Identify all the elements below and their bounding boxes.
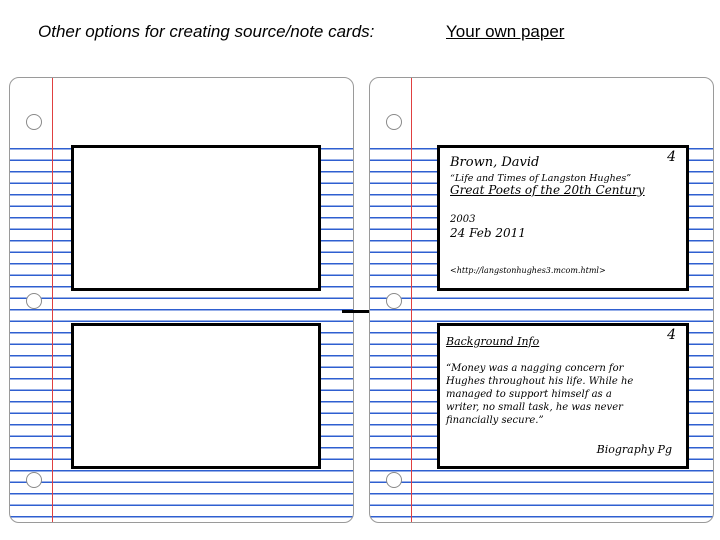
note-card — [437, 323, 689, 469]
note-citation: Biography Pg — [596, 443, 672, 456]
slide-title: Other options for creating source/note cards: — [38, 22, 375, 41]
arrow-shaft — [342, 310, 372, 313]
notebook-paper-filled — [369, 77, 714, 523]
note-quote-line: Hughes throughout his life. While he — [446, 376, 634, 387]
source-card-number: 4 — [667, 149, 676, 165]
source-article-title: “Life and Times of Langston Hughes” — [450, 173, 632, 184]
red-margin-line — [411, 78, 412, 522]
subtitle-your-own-paper: Your own paper — [446, 22, 565, 41]
binder-hole — [26, 114, 42, 130]
notebook-paper-blank — [9, 77, 354, 523]
binder-hole — [386, 293, 402, 309]
note-card-number: 4 — [667, 327, 676, 343]
note-quote-line: financially secure.” — [446, 415, 544, 426]
source-book-title: Great Poets of the 20th Century — [450, 183, 645, 197]
binder-hole — [386, 472, 402, 488]
binder-hole — [386, 114, 402, 130]
red-margin-line — [52, 78, 53, 522]
source-author: Brown, David — [450, 155, 540, 170]
source-access-date: 24 Feb 2011 — [450, 226, 526, 240]
note-card-heading: Background Info — [446, 335, 540, 348]
note-quote-line: “Money was a nagging concern for — [446, 363, 624, 374]
note-quote-line: managed to support himself as a — [446, 389, 612, 400]
blank-source-card — [71, 145, 321, 291]
source-year: 2003 — [450, 214, 476, 225]
binder-hole — [26, 472, 42, 488]
blank-note-card — [71, 323, 321, 469]
source-card — [437, 145, 689, 291]
source-url: <http://langstonhughes3.mcom.html> — [450, 266, 606, 275]
note-quote-line: writer, no small task, he was never — [446, 402, 623, 413]
binder-hole — [26, 293, 42, 309]
